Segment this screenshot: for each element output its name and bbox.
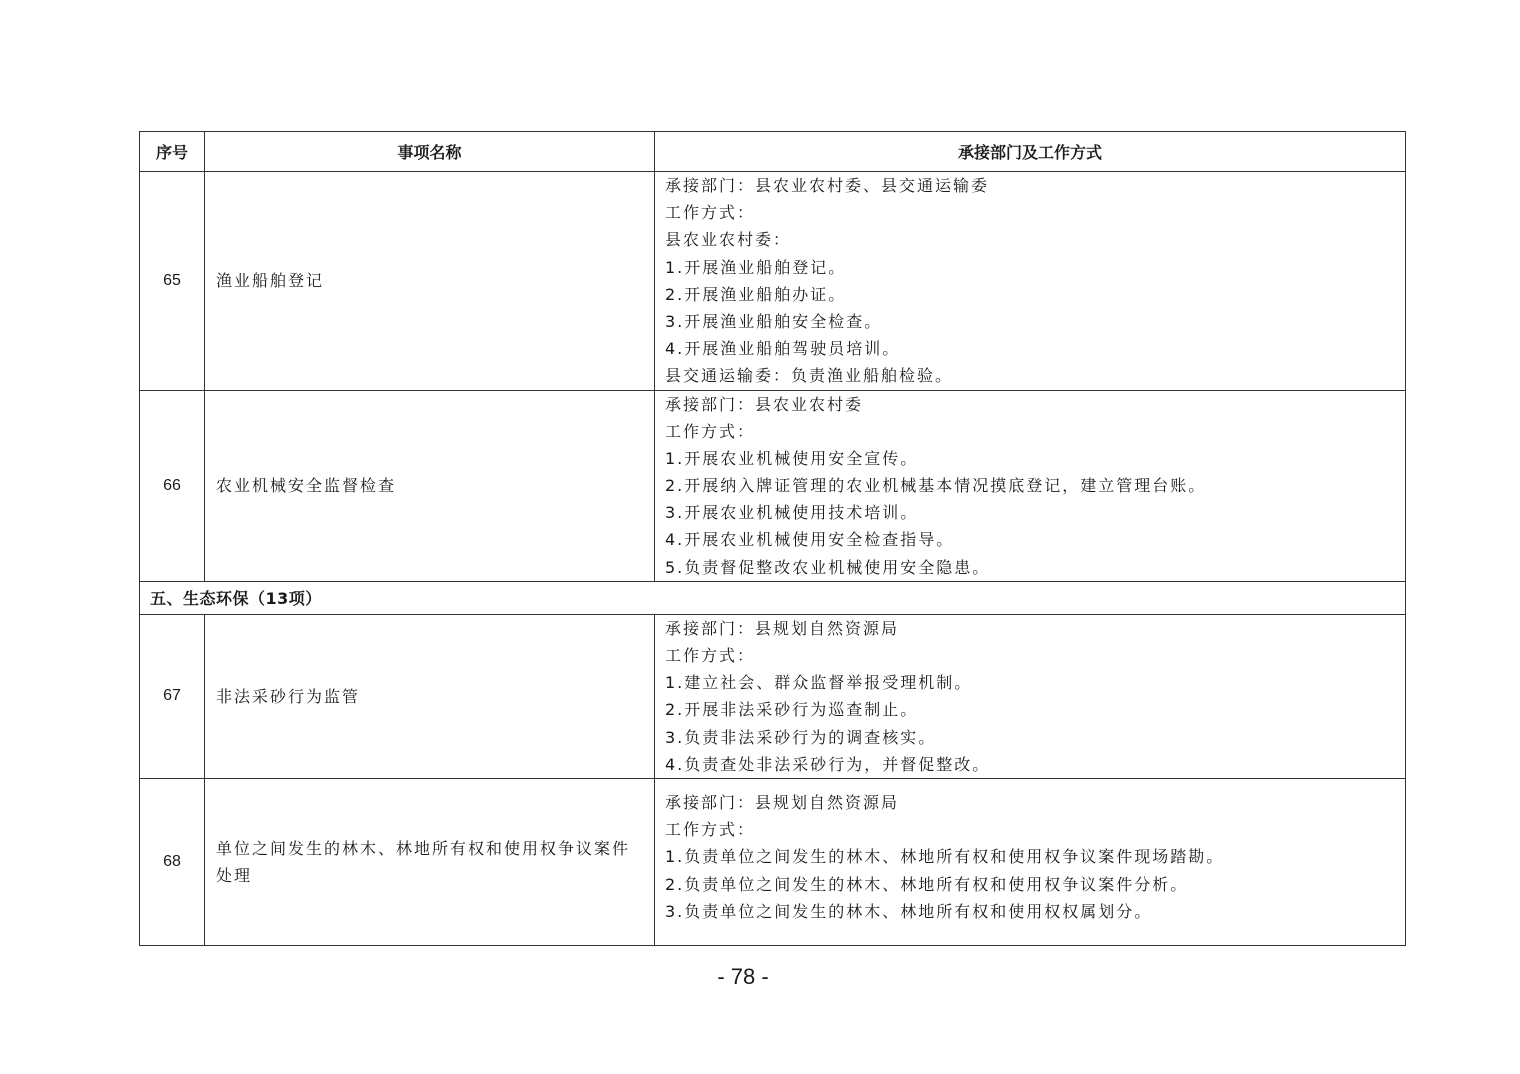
dept-line: 工作方式： <box>665 421 756 441</box>
dept-line: 1.建立社会、群众监督举报受理机制。 <box>665 673 973 693</box>
item-name: 农业机械安全监督检查 <box>205 390 655 581</box>
dept-and-method <box>655 390 1406 581</box>
dept-line: 2.开展非法采砂行为巡查制止。 <box>665 700 919 720</box>
table-row <box>140 614 1406 778</box>
dept-line: 承接部门：县农业农村委、县交通运输委 <box>665 176 990 195</box>
item-name: 非法采砂行为监管 <box>205 614 655 778</box>
dept-line: 4.开展渔业船舶驾驶员培训。 <box>665 339 901 359</box>
item-name: 单位之间发生的林木、林地所有权和使用权争议案件处理 <box>205 778 655 945</box>
row-number: 67 <box>140 614 205 778</box>
dept-line: 2.开展纳入牌证管理的农业机械基本情况摸底登记，建立管理台账。 <box>665 476 1207 496</box>
dept-and-method <box>655 614 1406 778</box>
item-name: 渔业船舶登记 <box>205 172 655 391</box>
dept-line: 1.负责单位之间发生的林木、林地所有权和使用权争议案件现场踏勘。 <box>665 847 1225 867</box>
dept-line: 3.开展渔业船舶安全检查。 <box>665 311 883 331</box>
dept-line: 承接部门：县规划自然资源局 <box>665 792 900 812</box>
dept-line: 2.负责单位之间发生的林木、林地所有权和使用权争议案件分析。 <box>665 874 1189 894</box>
dept-line: 县农业农村委： <box>665 230 792 250</box>
row-number: 65 <box>140 172 205 391</box>
dept-line: 3.负责非法采砂行为的调查核实。 <box>665 727 937 747</box>
row-number: 66 <box>140 390 205 581</box>
dept-line: 1.开展渔业船舶登记。 <box>665 257 847 277</box>
page-number: - 78 - <box>717 964 769 989</box>
dept-and-method <box>655 172 1406 391</box>
table-row <box>140 172 1406 391</box>
dept-line: 2.开展渔业船舶办证。 <box>665 284 847 304</box>
dept-line: 4.开展农业机械使用安全检查指导。 <box>665 530 955 550</box>
dept-line: 3.负责单位之间发生的林木、林地所有权和使用权权属划分。 <box>665 901 1153 921</box>
dept-line: 承接部门：县规划自然资源局 <box>665 618 900 638</box>
dept-line: 承接部门：县农业农村委 <box>665 394 864 414</box>
table-row <box>140 390 1406 581</box>
dept-line: 1.开展农业机械使用安全宣传。 <box>665 448 919 468</box>
dept-line: 5.负责督促整改农业机械使用安全隐患。 <box>665 557 991 577</box>
table-header-row <box>140 132 1406 172</box>
header-dept: 承接部门及工作方式 <box>655 132 1406 172</box>
dept-line: 工作方式： <box>665 820 756 840</box>
dept-line: 4.负责查处非法采砂行为，并督促整改。 <box>665 754 991 774</box>
header-no: 序号 <box>140 132 205 172</box>
items-table <box>139 131 1406 946</box>
dept-line: 3.开展农业机械使用技术培训。 <box>665 503 919 523</box>
dept-line: 工作方式： <box>665 203 756 223</box>
section-title: 五、生态环保（13项） <box>140 581 1406 614</box>
dept-and-method <box>655 778 1406 945</box>
dept-line: 县交通运输委：负责渔业船舶检验。 <box>665 366 954 386</box>
dept-line: 工作方式： <box>665 646 756 665</box>
row-number: 68 <box>140 778 205 945</box>
header-name: 事项名称 <box>205 132 655 172</box>
table-row <box>140 778 1406 945</box>
section-header-row <box>140 581 1406 614</box>
